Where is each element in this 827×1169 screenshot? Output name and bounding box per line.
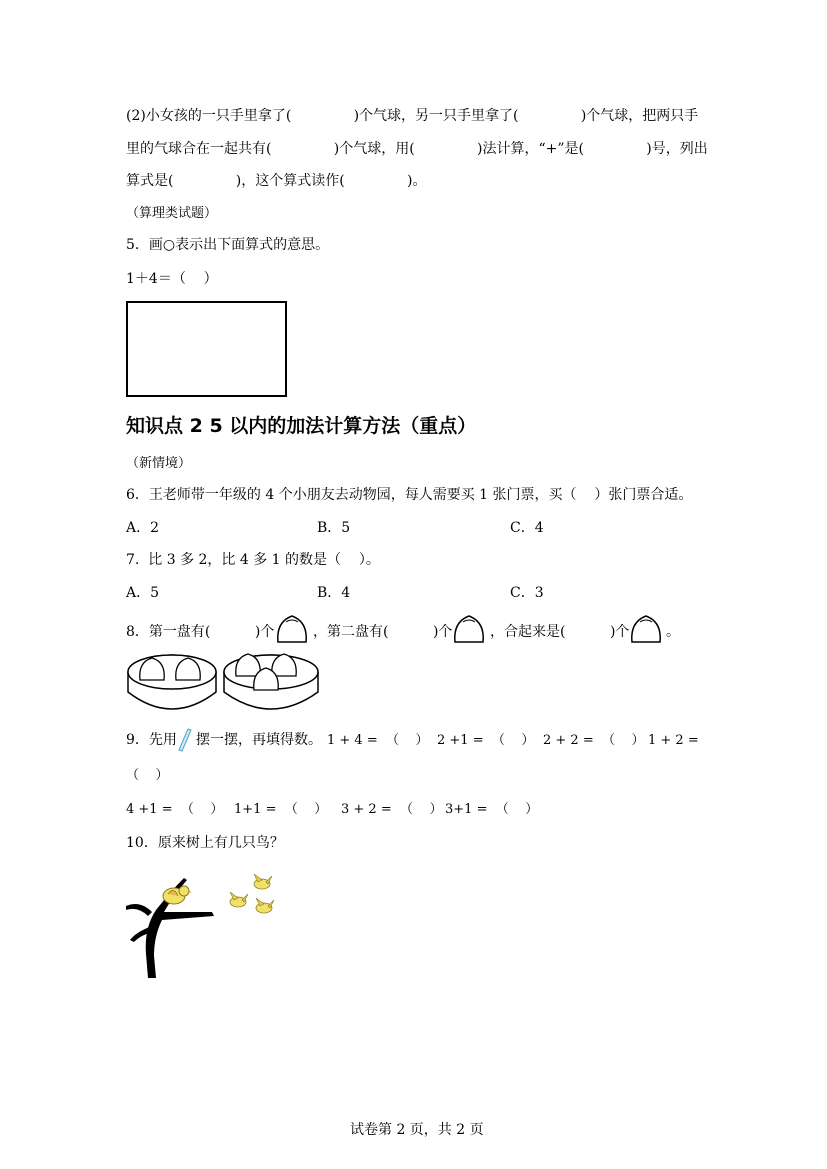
q9-row1-item3: 2 + 2 = （ ） [543, 733, 645, 748]
q9-row2-item1: 4 +1 = （ ） [126, 802, 224, 817]
q9-row2-item2: 1+1 = （ ） [234, 802, 328, 817]
q7-prompt: 7. 比 3 多 2，比 4 多 1 的数是（ ）。 [126, 552, 380, 568]
q4-part2-line3: 算式是( )，这个算式读作( )。 [126, 173, 427, 189]
q9-row1-item1: 1 + 4 = （ ） [327, 733, 429, 748]
bun-icon [274, 612, 310, 646]
q9-row2-item4: 3+1 = （ ） [445, 802, 539, 817]
q5-equation: 1＋4＝（ ） [126, 271, 218, 287]
q5-prompt: 5．画○表示出下面算式的意思。 [126, 237, 330, 253]
q9-prompt-end: 摆一摆，再填得数。 [196, 732, 322, 748]
bun-icon [451, 612, 487, 646]
q9-row2-item3: 3 + 2 = （ ） [341, 802, 443, 817]
q8-part3: ，合起来是( )个 [490, 624, 630, 640]
tag-new-context: （新情境） [126, 456, 192, 471]
page-footer: 试卷第 2 页，共 2 页 [350, 1122, 484, 1138]
q9-row1-wrap: （ ） [126, 768, 169, 783]
q6-option-a[interactable]: A．2 [126, 520, 160, 536]
q9-prompt-start: 9．先用 [126, 732, 177, 748]
counting-stick-icon [176, 727, 192, 753]
plate-with-two-buns-icon [126, 652, 218, 714]
q6-option-c[interactable]: C．4 [510, 520, 544, 536]
q5-drawing-box[interactable] [126, 301, 287, 397]
section-heading: 知识点 2 5 以内的加法计算方法（重点） [126, 415, 477, 437]
q7-option-c[interactable]: C．3 [510, 585, 544, 601]
q9-row1-item2: 2 +1 = （ ） [437, 733, 535, 748]
q4-part2-line2: 里的气球合在一起共有( )个气球，用( )法计算，“+”是( )号，列出 [126, 141, 708, 157]
q4-part2-line1: (2)小女孩的一只手里拿了( )个气球，另一只手里拿了( )个气球，把两只手 [126, 108, 699, 124]
tree-with-birds-illustration [126, 866, 286, 982]
q10-prompt: 10．原来树上有几只鸟？ [126, 835, 284, 851]
q6-option-b[interactable]: B．5 [317, 520, 351, 536]
q9-row1-item4: 1 + 2 = [648, 733, 699, 748]
q8-part1: 8．第一盘有( )个 [126, 624, 275, 640]
bun-icon [628, 612, 664, 646]
q7-option-b[interactable]: B．4 [317, 585, 351, 601]
q7-option-a[interactable]: A．5 [126, 585, 160, 601]
q8-end: 。 [666, 624, 680, 640]
tag-math-reasoning: （算理类试题） [126, 206, 218, 221]
q6-prompt: 6．王老师带一年级的 4 个小朋友去动物园，每人需要买 1 张门票，买（ ）张门票合适。 [126, 487, 693, 503]
plate-with-three-buns-icon [222, 652, 320, 714]
q8-part2: ，第二盘有( )个 [313, 624, 453, 640]
